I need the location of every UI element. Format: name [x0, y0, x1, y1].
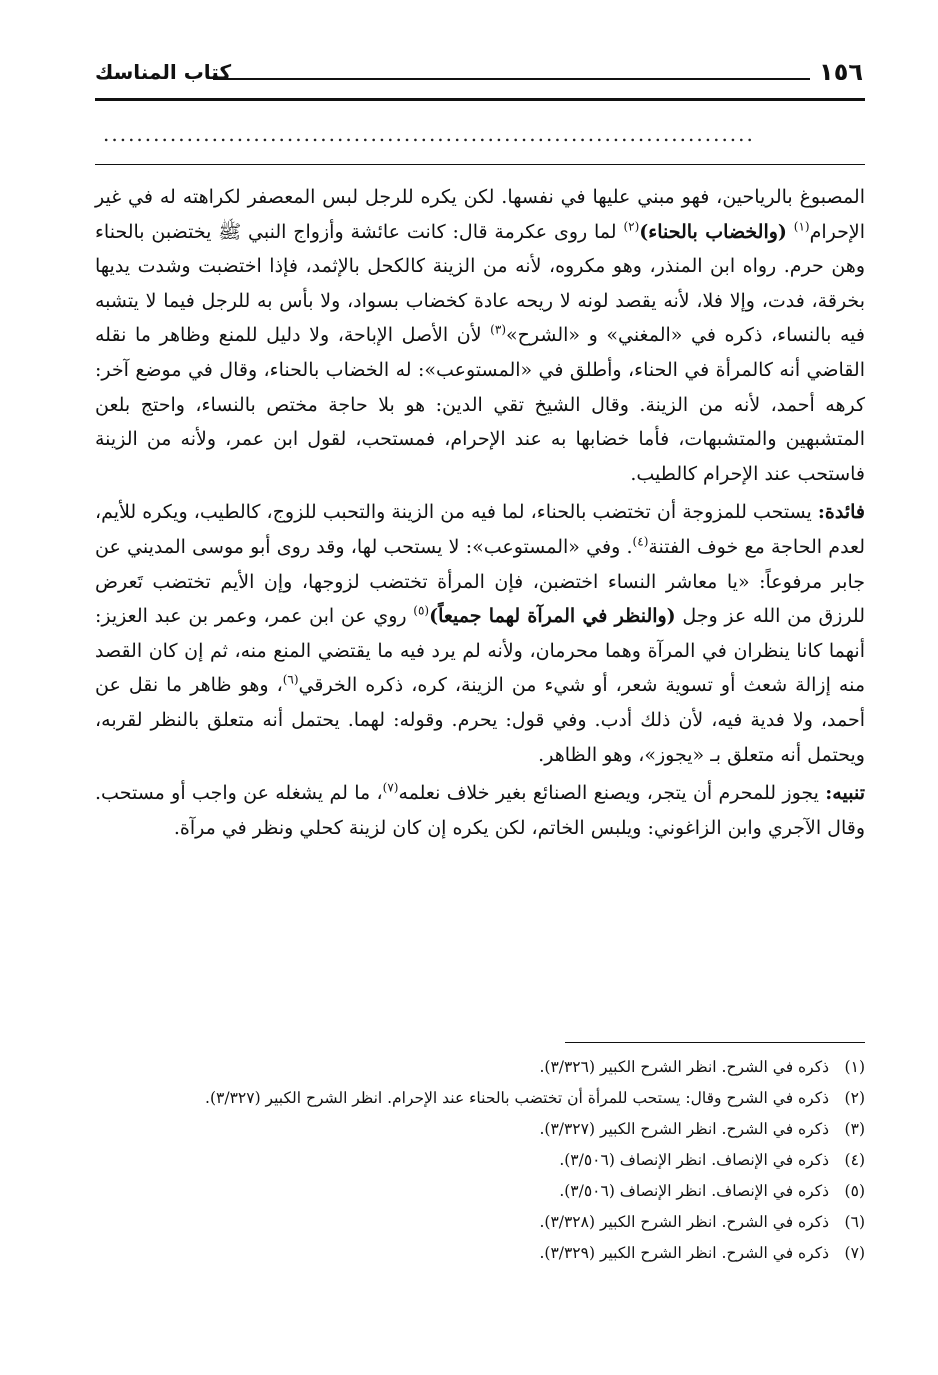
book-page	[95, 52, 865, 1342]
page-header	[95, 52, 865, 101]
paragraph-1	[95, 180, 865, 491]
footnote-text: ذكره في الشرح. انظر الشرح الكبير (٣/٣٢٨).	[539, 1213, 829, 1231]
running-title: كتاب المناسك	[95, 60, 232, 84]
footnote-ref: (٦)	[282, 672, 299, 687]
footnote-text: ذكره في الشرح. انظر الشرح الكبير (٣/٣٢٩).	[539, 1244, 829, 1262]
text-run: لأن الأصل الإباحة، ولا دليل للمنع وظاهر ما نقله القاضي أنه كالمرأة في الحناء، وأطلق في «المستوعب»: له الخضاب بالحناء، وقال في موضع آخر: كرهه أحمد، لأنه من الزينة. وقال الشيخ تقي الدين: هو بلا حاجة مختص بالنساء، واحتج بلعن المتشبهين والمتشبهات، فأما خضابها به عند الإحرام، فمستحب، لقول ابن عمر، ولأنه من الزينة فاستحب عند الإحرام كالطيب.	[95, 324, 865, 485]
text-run: . وفي «المستوعب»: لا يستحب لها، وقد روى أبو موسى المديني عن جابر مرفوعاً: «يا معاشر النساء اختضبن، فإن المرأة تختضب لزوجها، وإن الأيم تختضب تَعرض للرزق من الله عز وجل	[95, 535, 865, 628]
footnote-number: (٣)	[844, 1120, 865, 1138]
text-run: يجوز للمحرم أن يتجر، ويصنع الصنائع بغير خلاف نعلمه	[398, 782, 826, 805]
text-run: ، وهو ظاهر ما نقل عن أحمد، ولا فدية فيه، لأن ذلك أدب. وفي قول: يحرم. وقوله: لهما. يحتمل أنه متعلق بالنظر لقربه، ويحتمل أنه متعلق بـ «يجوز»، وهو الظاهر.	[95, 674, 865, 766]
section-divider	[95, 164, 865, 165]
footnote-ref: (٣)	[490, 323, 506, 338]
footnote-item	[95, 1238, 865, 1269]
ellipsis-line: ..............................................................................	[103, 122, 755, 146]
footnote-number: (٥)	[844, 1182, 865, 1200]
footnote-item	[95, 1176, 865, 1207]
text-run: ، ما لم يشغله عن واجب أو مستحب. وقال الآجري وابن الزاغوني: ويلبس الخاتم، لكن يكره إن كان لزينة كحلي ونظر في مرآة.	[95, 782, 865, 839]
paragraph-fayda	[95, 495, 865, 772]
paragraph-tanbih	[95, 776, 865, 845]
footnote-text: ذكره في الشرح. انظر الشرح الكبير (٣/٣٢٧).	[539, 1120, 829, 1138]
text-run: يستحب للمزوجة أن تختضب بالحناء، لما فيه من الزينة والتحبب للزوج، كالطيب، ويكره للأيم، لعدم الحاجة مع خوف الفتنة	[95, 501, 865, 558]
bold-phrase: (والخضاب بالحناء)	[639, 220, 787, 243]
footnote-item	[95, 1083, 865, 1114]
footnote-item	[95, 1114, 865, 1145]
bold-phrase: (والنظر في المرآة لهما جميعاً)	[429, 605, 676, 628]
footnote-number: (٧)	[844, 1244, 865, 1262]
text-run: لما روى عكرمة قال: كانت عائشة وأزواج النبي ﷺ يختضبن بالحناء وهن حرم. رواه ابن المنذر، وهو مكروه، لأنه من الزينة كالكحل بالإثمد، فإذا اختضبت وشدت يديها بخرقة، فدت، وإلا فلا، لأنه يقصد لونه لا ريحه عادة كخضاب بسواد، ولا بأس به للرجل فيما لا يتشبه فيه بالنساء، ذكره في «المغني» و «الشرح»	[95, 220, 865, 347]
body-text	[95, 180, 865, 849]
footnote-text: ذكره في الإنصاف. انظر الإنصاف (٣/٥٠٦).	[559, 1151, 829, 1169]
footnote-number: (١)	[844, 1058, 865, 1076]
footnote-text: ذكره في الإنصاف. انظر الإنصاف (٣/٥٠٦).	[559, 1182, 829, 1200]
footnote-number: (٢)	[844, 1089, 865, 1107]
footnote-divider	[565, 1042, 865, 1043]
bold-phrase: تنبيه:	[825, 782, 865, 805]
footnote-text: ذكره في الشرح وقال: يستحب للمرأة أن تختضب بالحناء عند الإحرام. انظر الشرح الكبير (٣/٣٢٧).	[205, 1089, 829, 1107]
footnote-item	[95, 1207, 865, 1238]
footnote-ref: (١)	[793, 219, 810, 234]
footnote-ref: (٢)	[623, 219, 640, 234]
footnote-item	[95, 1145, 865, 1176]
footnote-number: (٤)	[844, 1151, 865, 1169]
text-run	[787, 221, 794, 243]
footnote-item	[95, 1052, 865, 1083]
footnotes	[95, 1052, 865, 1269]
bold-phrase: فائدة:	[817, 501, 865, 524]
footnote-ref: (٤)	[632, 534, 649, 549]
text-run: روي عن ابن عمر، وعمر بن عبد العزيز: أنهما كانا ينظران في المرآة وهما محرمان، ولأنه لم يرد فيه ما يقتضي المنع منه، ثم إن كان القصد منه إزالة شعث أو تسوية شعر، أو شيء من الزينة، كره، ذكره الخرقي	[95, 605, 865, 697]
footnote-ref: (٧)	[382, 780, 399, 795]
text-run: المصبوغ بالرياحين، فهو مبني عليها في نفسها. لكن يكره للرجل لبس المعصفر لكراهته له في غير الإحرام	[95, 186, 865, 243]
header-rule	[213, 78, 810, 80]
footnote-number: (٦)	[844, 1213, 865, 1231]
footnote-ref: (٥)	[413, 603, 430, 618]
footnote-text: ذكره في الشرح. انظر الشرح الكبير (٣/٣٢٦).	[539, 1058, 829, 1076]
page-number: ١٥٦	[819, 58, 863, 86]
